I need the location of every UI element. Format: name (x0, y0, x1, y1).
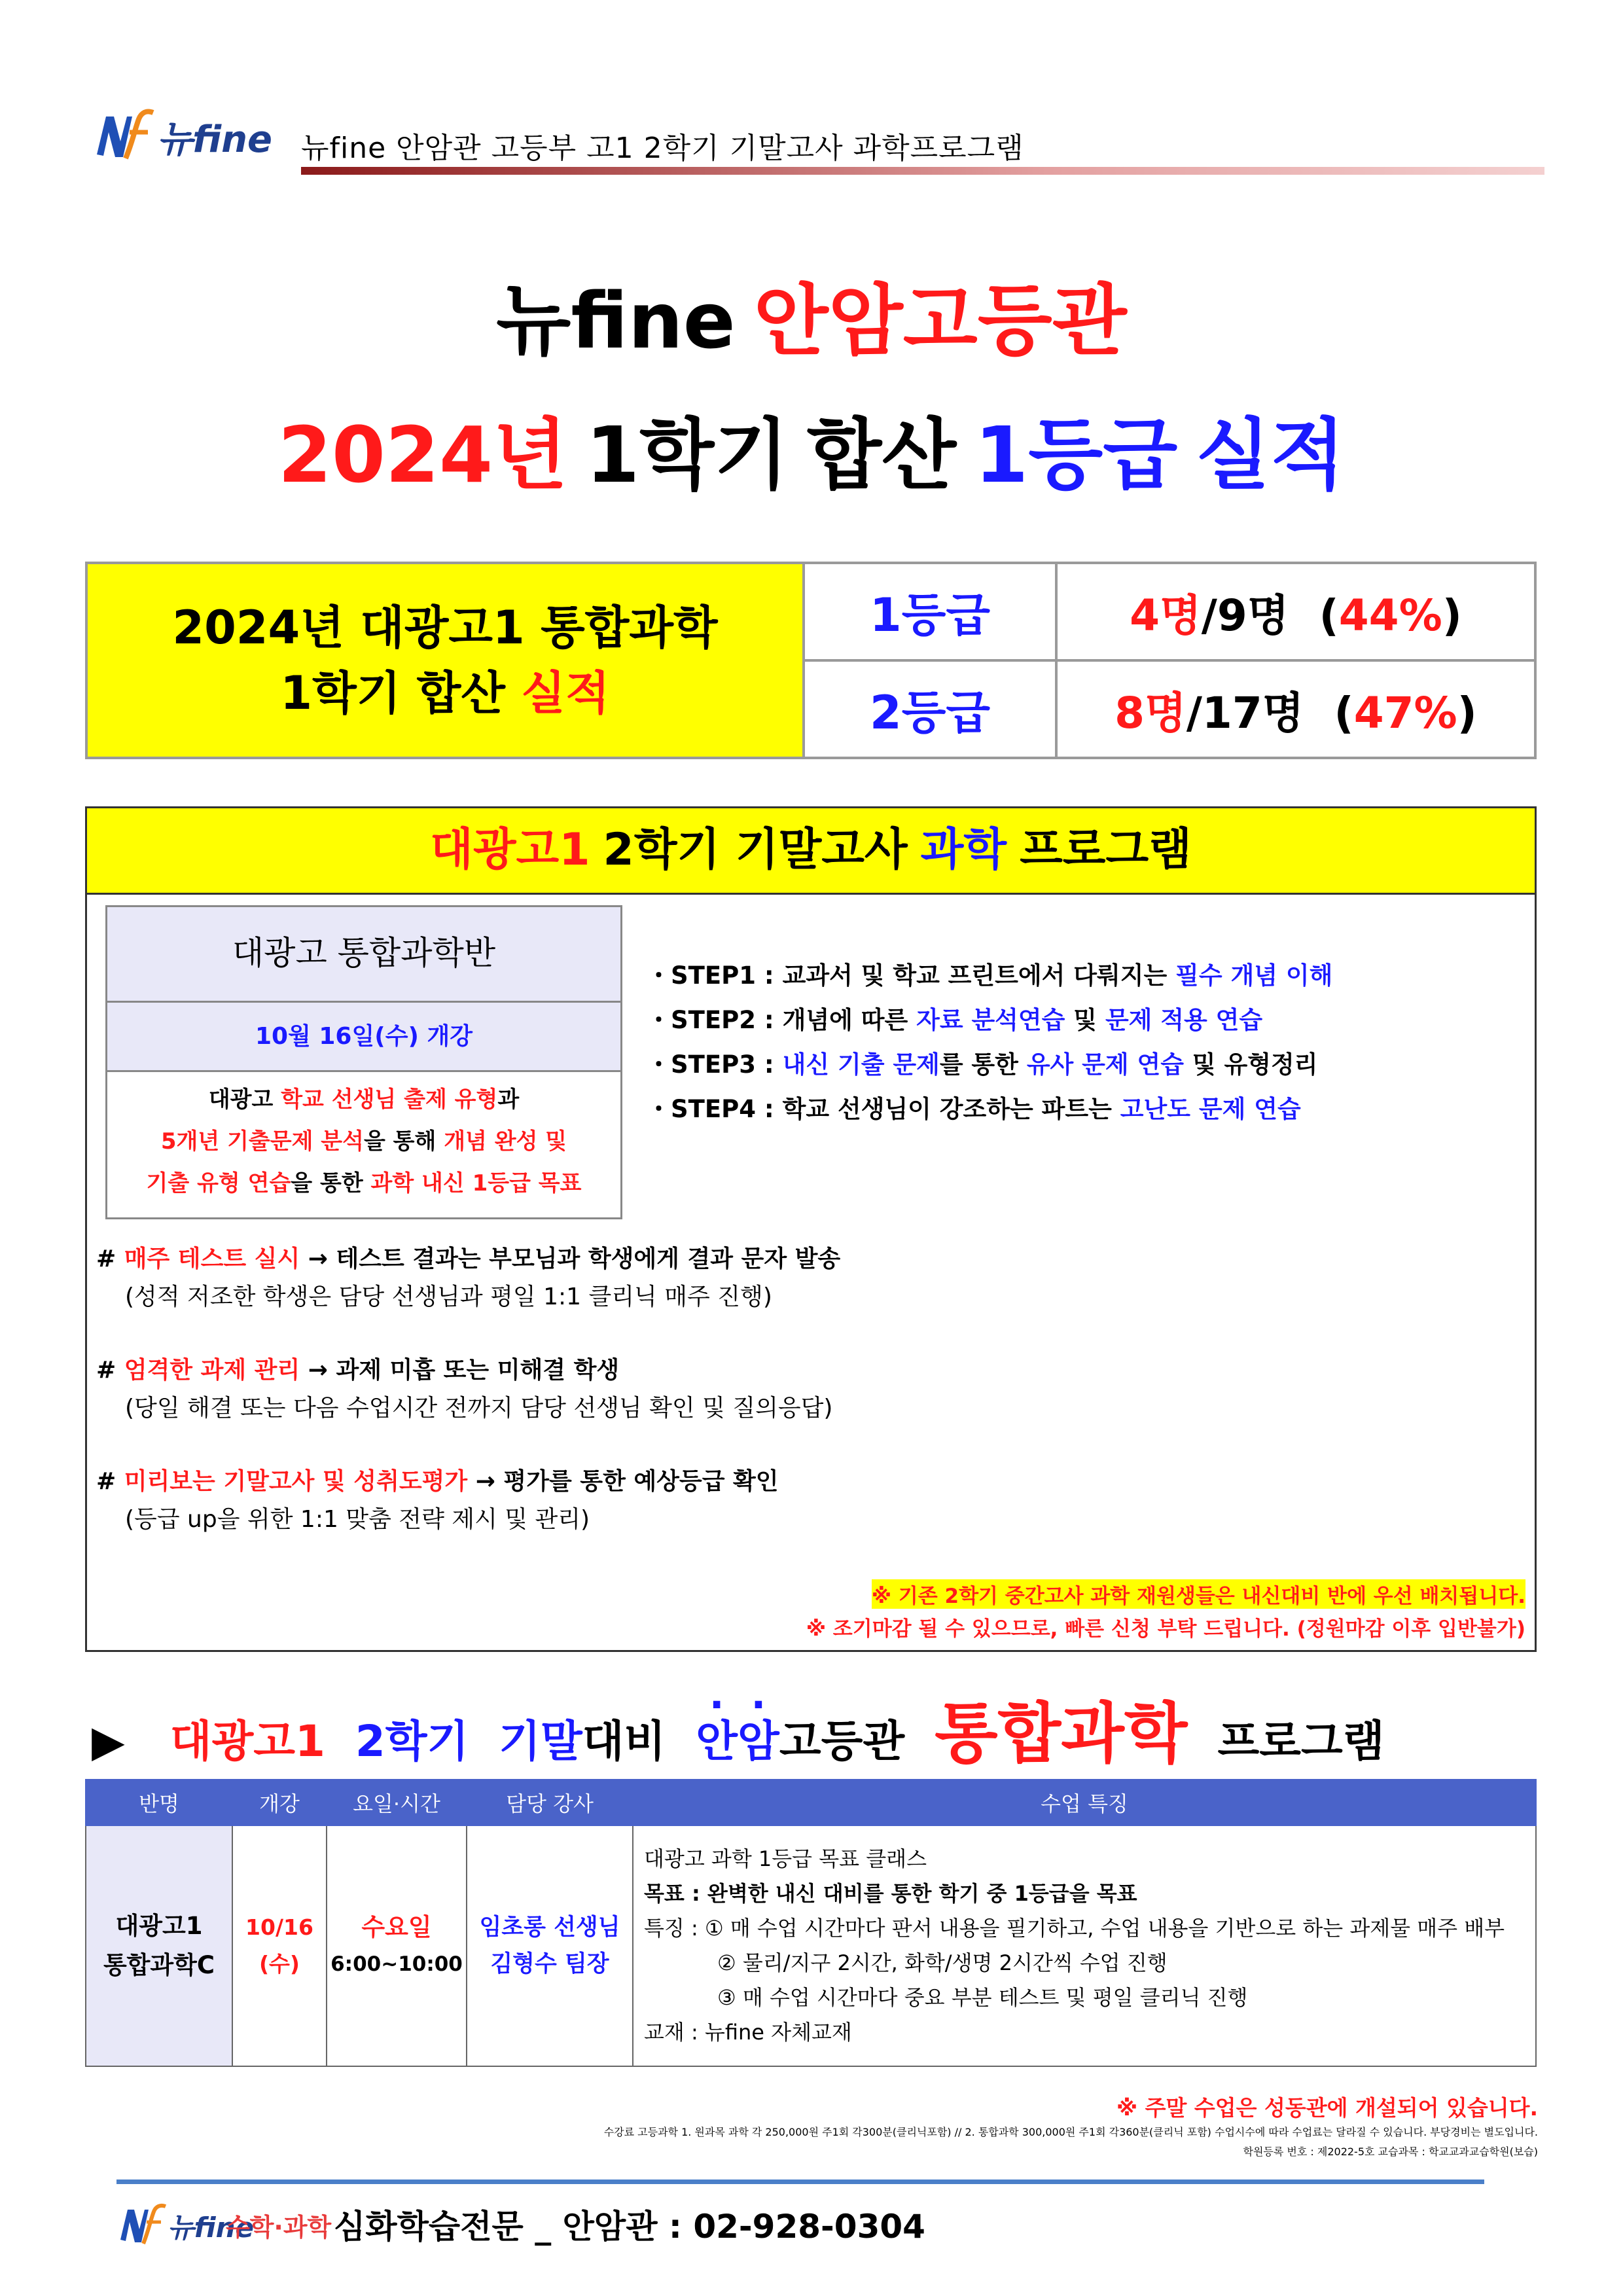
pct-open: ( (1319, 590, 1339, 641)
time-cell (327, 1825, 467, 2066)
program-title-program: 프로그램 (1217, 1716, 1385, 1767)
step-highlight: 내신 기출 문제 (782, 1050, 940, 1079)
program-title-subject: 통합과학 (935, 1695, 1188, 1772)
headline-brand: 뉴fine (496, 276, 736, 366)
desc-highlight: 과학 내신 1등급 목표 (370, 1170, 582, 1196)
count-achieved: 8명 (1115, 688, 1186, 738)
header-title: 뉴fine 안암관 고등부 고1 2학기 기말고사 과학프로그램 (301, 132, 1024, 165)
step-item (647, 1087, 1332, 1132)
desc-text: 과 (497, 1086, 520, 1113)
count-cell (1056, 660, 1535, 758)
note-head (96, 1352, 832, 1390)
feature-line: 특징 : ① 매 수업 시간마다 판서 내용을 필기하고, 수업 내용을 기반으로 하는 과제물 매주 배부 (644, 1916, 1505, 1941)
results-label (86, 563, 804, 758)
class-day: 수요일 (361, 1913, 432, 1941)
col-header: 수업 특징 (633, 1780, 1536, 1825)
pct-value: 44% (1338, 590, 1442, 641)
early-close-notice: ※ 조기마감 될 수 있으므로, 빠른 신청 부탁 드립니다. (정원마감 이후 입반불가) (806, 1617, 1525, 1641)
note-head (96, 1240, 840, 1278)
note-sub: (당일 해결 또는 다음 수업시간 전까지 담당 선생님 확인 및 질의응답) (125, 1395, 833, 1422)
col-header: 반명 (86, 1780, 232, 1825)
footer-logo-text: 뉴fine (168, 2212, 254, 2244)
weekend-notice: ※ 주말 수업은 성동관에 개설되어 있습니다. (1116, 2095, 1538, 2121)
step-highlight: 고난도 문제 연습 (1120, 1095, 1301, 1123)
step-item (647, 954, 1332, 998)
note-sub: (성적 저조한 학생은 담당 선생님과 평일 1:1 클리닉 매주 진행) (125, 1283, 772, 1310)
note-hash: # (96, 1468, 116, 1495)
program-title-exam: 기말 (499, 1716, 582, 1767)
feature-cell (633, 1825, 1536, 2066)
step-label: ・STEP1 (647, 961, 757, 990)
desc-highlight: 개념 완성 및 (444, 1128, 567, 1155)
teacher-cell (467, 1825, 633, 2066)
note-item (96, 1463, 779, 1539)
schedule-header-row (86, 1780, 1536, 1825)
start-date: 10/16 (245, 1914, 313, 1940)
headline-line1 (0, 259, 1623, 370)
class-title: 대광고 통합과학반 (107, 907, 620, 1003)
step-text: : (756, 1050, 783, 1079)
count-cell (1056, 563, 1535, 660)
step-text: : 교과서 및 학교 프린트에서 다뤄지는 (756, 961, 1176, 990)
footer-divider (116, 2179, 1484, 2184)
note-hash: # (96, 1357, 116, 1384)
results-label-result: 실적 (521, 666, 610, 720)
results-table (85, 562, 1537, 759)
note-highlight: 미리보는 기말고사 및 성취도평가 (124, 1468, 468, 1495)
col-header: 요일·시간 (327, 1780, 467, 1825)
headline-result: 실적 (1196, 410, 1346, 500)
program-title (92, 1681, 1384, 1775)
program-title-branch-rest: 고등관 (779, 1716, 905, 1767)
step-item (647, 1043, 1332, 1087)
grade-cell: 2등급 (804, 660, 1056, 758)
step-highlight: 필수 개념 이해 (1175, 961, 1333, 990)
table-row (86, 1825, 1536, 2066)
note-highlight: 매주 테스트 실시 (124, 1246, 300, 1272)
class-info-box (105, 905, 622, 1219)
count-total: /17명 (1186, 688, 1304, 738)
note-item (96, 1352, 832, 1427)
step-label: ・STEP3 (647, 1050, 757, 1079)
registration-fine-print: 학원등록 번호 : 제2022-5호 교습과목 : 학교교과교습학원(보습) (1243, 2145, 1538, 2158)
arrow-icon: ▶ (92, 1716, 125, 1767)
feature-line: 대광고 과학 1등급 목표 클래스 (644, 1846, 927, 1871)
priority-notice: ※ 기존 2학기 중간고사 과학 재원생들은 내신대비 반에 우선 배치됩니다. (872, 1579, 1525, 1609)
teacher-name: 임초롱 선생님 (479, 1914, 620, 1941)
tuition-fine-print: 수강료 고등과학 1. 원과목 과학 각 250,000원 주1회 각300분(클리닉포함) // 2. 통합과학 300,000원 주1회 각360분(클리닉 포함) 수업시수에 따라 수업료는 달라질 수 있습니다. 부당경비는 별도입니다. (603, 2126, 1538, 2138)
nf-logo-mark (92, 103, 275, 169)
results-label-line1: 2024년 대광고1 통합과학 (172, 601, 718, 655)
step-highlight: 자료 분석연습 (916, 1006, 1065, 1034)
results-row (86, 563, 1535, 660)
program-title-branch-char2: 암 (738, 1716, 779, 1767)
program-header-school: 대광고1 (430, 824, 590, 876)
teacher-name: 김형수 팀장 (490, 1951, 609, 1977)
program-title-branch-char1: 안 (696, 1716, 738, 1767)
feature-line: 목표 : 완벽한 내신 대비를 통한 학기 중 1등급을 목표 (644, 1881, 1137, 1906)
note-text: → 평가를 통한 예상등급 확인 (475, 1468, 779, 1495)
step-text: 및 유형정리 (1184, 1050, 1318, 1079)
brand-logo (92, 103, 275, 169)
step-item (647, 998, 1332, 1043)
note-highlight: 엄격한 과제 관리 (124, 1357, 300, 1384)
headline-combined: 합산 (807, 410, 957, 500)
desc-highlight: 학교 선생님 출제 유형 (281, 1086, 498, 1113)
headline-branch: 안암고등관 (753, 276, 1127, 366)
headline-grade: 1등급 (974, 410, 1178, 500)
steps-list (647, 954, 1332, 1132)
class-name-line: 대광고1 (115, 1912, 203, 1940)
pct-close: ) (1457, 688, 1477, 738)
program-header-exam: 2학기 기말고사 (603, 824, 908, 876)
count-achieved: 4명 (1130, 590, 1202, 641)
desc-text: 을 통한 (291, 1170, 363, 1196)
step-text: : 학교 선생님이 강조하는 파트는 (756, 1095, 1120, 1123)
pct-close: ) (1442, 590, 1462, 641)
step-label: ・STEP2 (647, 1006, 757, 1034)
grade-cell: 1등급 (804, 563, 1056, 660)
note-head (96, 1463, 779, 1501)
program-title-prep: 대비 (582, 1716, 666, 1767)
step-text: : 개념에 따른 (756, 1006, 917, 1034)
note-text: → 과제 미흡 또는 미해결 학생 (308, 1357, 620, 1384)
logo-text: 뉴fine (157, 118, 273, 161)
pct-value: 47% (1353, 688, 1457, 738)
schedule-table (85, 1779, 1537, 2067)
note-hash: # (96, 1246, 116, 1272)
results-label-line2 (88, 660, 802, 726)
class-start-date: 10월 16일(수) 개강 (107, 1003, 620, 1072)
program-header-program: 프로그램 (1020, 824, 1192, 876)
headline-line2 (0, 393, 1623, 504)
start-day: (수) (259, 1951, 300, 1977)
class-description (107, 1079, 620, 1204)
program-header-subject: 과학 (920, 824, 1007, 876)
header-divider (301, 167, 1544, 175)
step-text: 및 (1065, 1006, 1105, 1034)
class-time: 6:00~10:00 (330, 1952, 463, 1976)
desc-highlight: 5개년 기출문제 분석 (160, 1128, 364, 1155)
desc-highlight: 기출 유형 연습 (146, 1170, 291, 1196)
class-name-cell (86, 1825, 232, 2066)
feature-line: ② 물리/지구 2시간, 화학/생명 2시간씩 수업 진행 (717, 1950, 1168, 1975)
step-text: 를 통한 (939, 1050, 1027, 1079)
results-label-term: 1학기 합산 (280, 666, 505, 720)
program-header (87, 808, 1535, 895)
note-item (96, 1240, 840, 1316)
desc-text: 대광고 (208, 1086, 274, 1113)
headline-term: 1학기 (586, 410, 789, 500)
start-cell (232, 1825, 327, 2066)
step-highlight: 유사 문제 연습 (1026, 1050, 1185, 1079)
feature-line: ③ 매 수업 시간마다 중요 부분 테스트 및 평일 클리닉 진행 (717, 1985, 1248, 2010)
footer-contact: 심화학습전문 _ 안암관 : 02-928-0304 (334, 2208, 925, 2246)
program-box (85, 806, 1537, 1652)
headline-year: 2024년 (277, 410, 568, 500)
count-total: /9명 (1201, 590, 1289, 641)
step-highlight: 문제 적용 연습 (1105, 1006, 1263, 1034)
desc-text: 을 통해 (363, 1128, 437, 1155)
desc-line (107, 1162, 620, 1204)
pct-open: ( (1334, 688, 1354, 738)
note-sub: (등급 up을 위한 1:1 맞춤 전략 제시 및 관리) (125, 1506, 590, 1533)
footer-subjects: 수학·과학 (226, 2213, 332, 2242)
desc-line (107, 1121, 620, 1162)
class-name-line: 통합과학C (103, 1951, 215, 1979)
program-title-term: 2학기 (355, 1716, 469, 1767)
step-label: ・STEP4 (647, 1095, 757, 1123)
feature-line: 교재 : 뉴fine 자체교재 (644, 2020, 852, 2045)
note-text: → 테스트 결과는 부모님과 학생에게 결과 문자 발송 (308, 1246, 841, 1272)
col-header: 개강 (232, 1780, 327, 1825)
desc-line (107, 1079, 620, 1121)
col-header: 담당 강사 (467, 1780, 633, 1825)
program-title-school: 대광고1 (169, 1716, 325, 1767)
